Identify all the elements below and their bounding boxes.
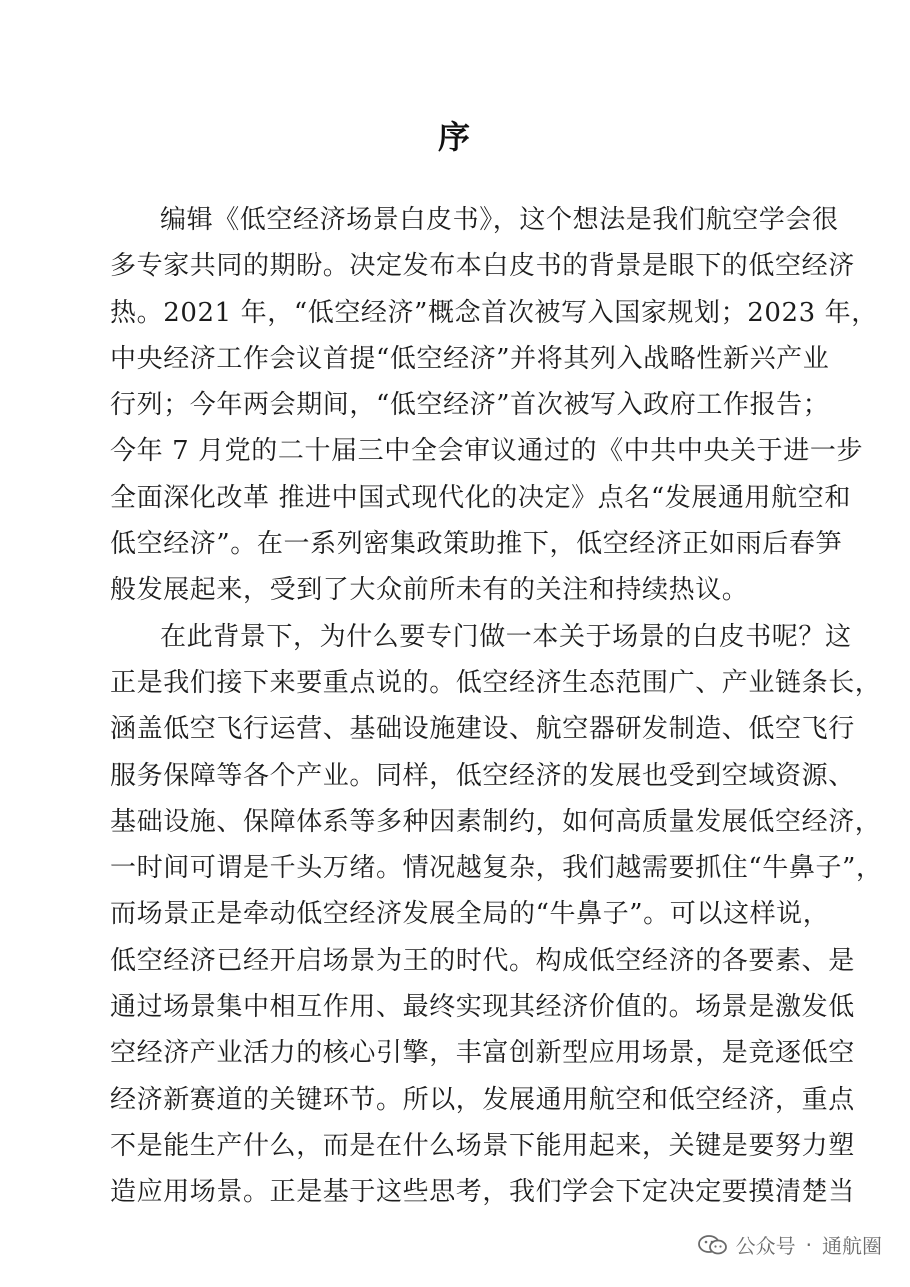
watermark-separator: · xyxy=(805,1232,812,1257)
text-line: 今年 7 月党的二十届三中全会审议通过的《中共中央关于进一步 xyxy=(110,436,864,467)
text-line: 正是我们接下来要重点说的。低空经济生态范围广、产业链条长， xyxy=(110,667,882,698)
watermark xyxy=(698,1230,882,1259)
text-line: 涵盖低空飞行运营、基础设施建设、航空器研发制造、低空飞行 xyxy=(110,714,855,745)
watermark-label: 公众号 xyxy=(735,1234,796,1258)
text-line: 服务保障等各个产业。同样，低空经济的发展也受到空域资源、 xyxy=(110,760,855,791)
text-line: 全面深化改革 推进中国式现代化的决定》点名“发展通用航空和 xyxy=(110,482,851,513)
text-line: 低空经济已经开启场景为王的时代。构成低空经济的各要素、是 xyxy=(110,945,855,976)
text-line: 多专家共同的期盼。决定发布本白皮书的背景是眼下的低空经济 xyxy=(110,251,855,282)
text-line: 通过场景集中相互作用、最终实现其经济价值的。场景是激发低 xyxy=(110,992,855,1023)
text-line: 空经济产业活力的核心引擎，丰富创新型应用场景，是竞逐低空 xyxy=(110,1038,855,1069)
text-line: 编辑《低空经济场景白皮书》，这个想法是我们航空学会很 xyxy=(160,205,839,235)
page-title: 序 xyxy=(437,118,472,156)
text-line: 造应用场景。正是基于这些思考，我们学会下定决定要摸清楚当 xyxy=(110,1177,855,1208)
body-text xyxy=(110,197,883,1216)
text-line: 经济新赛道的关键环节。所以，发展通用航空和低空经济，重点 xyxy=(110,1084,855,1115)
text-line: 在此背景下，为什么要专门做一本关于场景的白皮书呢？这 xyxy=(160,621,852,652)
text-line: 中央经济工作会议首提“低空经济”并将其列入战略性新兴产业 xyxy=(110,343,830,374)
wechat-icon xyxy=(698,1234,728,1256)
text-line: 般发展起来，受到了大众前所未有的关注和持续热议。 xyxy=(110,575,749,606)
text-line: 不是能生产什么，而是在什么场景下能用起来，关键是要努力塑 xyxy=(110,1130,855,1161)
text-line: 而场景正是牵动低空经济发展全局的“牛鼻子”。可以这样说， xyxy=(110,899,830,930)
text-line: 一时间可谓是千头万绪。情况越复杂，我们越需要抓住“牛鼻子”， xyxy=(110,853,883,884)
watermark-account: 通航圈 xyxy=(822,1234,882,1258)
text-line: 基础设施、保障体系等多种因素制约，如何高质量发展低空经济， xyxy=(110,806,882,837)
text-line: 行列；今年两会期间，“低空经济”首次被写入政府工作报告； xyxy=(110,390,830,421)
text-line: 热。2021 年，“低空经济”概念首次被写入国家规划；2023 年， xyxy=(110,297,878,328)
text-line: 低空经济”。在一系列密集政策助推下，低空经济正如雨后春笋 xyxy=(110,529,843,560)
